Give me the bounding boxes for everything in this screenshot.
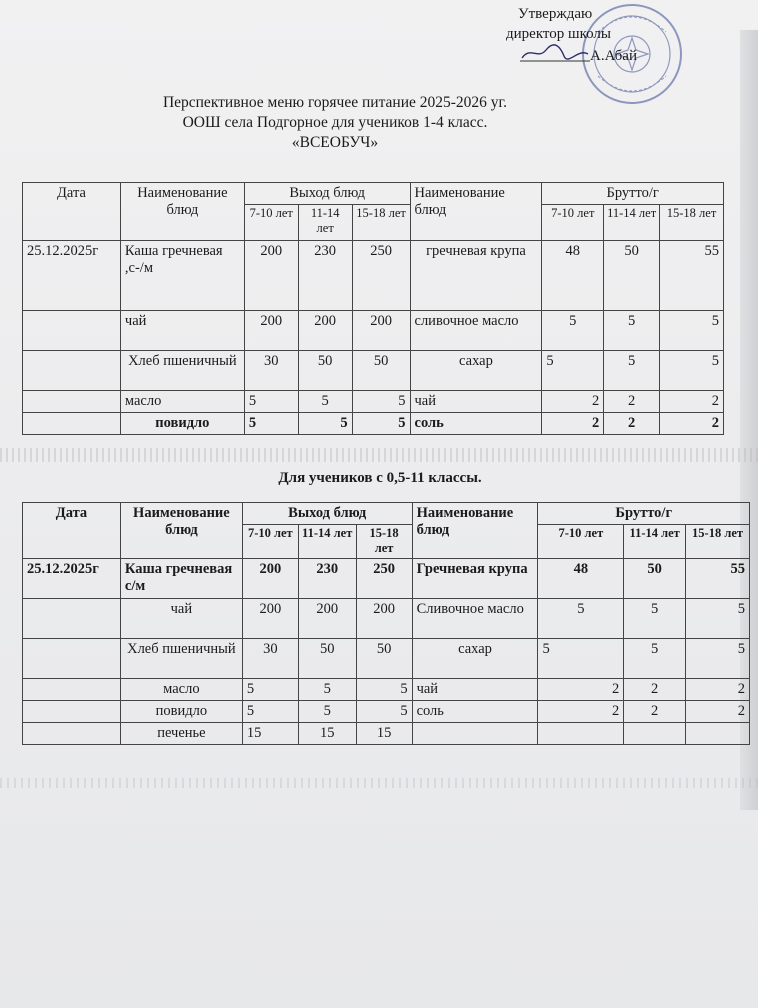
cell-gross-3: 5	[660, 351, 724, 391]
cell-dish: Каша гречневая с/м	[120, 559, 242, 599]
cell-output-1: 5	[242, 701, 298, 723]
approval-line-1: Утверждаю	[518, 6, 593, 22]
cell-gross-3: 5	[686, 599, 750, 639]
cell-product: Сливочное масло	[412, 599, 538, 639]
cell-output-2: 5	[298, 679, 356, 701]
cell-product: соль	[410, 413, 542, 435]
table-row	[23, 679, 750, 701]
cell-output-2: 230	[298, 241, 352, 311]
cell-output-3: 5	[352, 391, 410, 413]
cell-output-1: 5	[244, 391, 298, 413]
cell-product: сахар	[410, 351, 542, 391]
signature-icon	[520, 44, 590, 62]
cell-gross-2: 2	[624, 701, 686, 723]
cell-output-1: 15	[242, 723, 298, 745]
cell-dish: чай	[120, 311, 244, 351]
cell-output-3: 250	[356, 559, 412, 599]
table-row	[23, 559, 750, 599]
cell-dish: печенье	[120, 723, 242, 745]
cell-output-2: 200	[298, 599, 356, 639]
cell-date	[23, 413, 121, 435]
table-row	[23, 241, 724, 311]
cell-gross-3: 55	[660, 241, 724, 311]
menu-table-1	[22, 182, 724, 435]
header-age-7-10: 7-10 лет	[242, 525, 298, 559]
cell-gross-3: 5	[686, 639, 750, 679]
header-gross-age-15-18: 15-18 лет	[660, 205, 724, 241]
table-row	[23, 723, 750, 745]
cell-output-3: 15	[356, 723, 412, 745]
cell-product: сливочное масло	[410, 311, 542, 351]
table-row	[23, 599, 750, 639]
cell-dish: Каша гречневая ,с-/м	[120, 241, 244, 311]
header-age-11-14: 11-14 лет	[298, 205, 352, 241]
cell-gross-1: 2	[538, 679, 624, 701]
title-line-2: ООШ села Подгорное для учеников 1-4 класс.	[182, 114, 488, 131]
table-row	[23, 351, 724, 391]
cell-output-2: 5	[298, 391, 352, 413]
cell-gross-1: 2	[542, 391, 604, 413]
cell-gross-1	[538, 723, 624, 745]
director-name: А.Абай	[590, 48, 637, 64]
cell-output-3: 200	[356, 599, 412, 639]
header-age-7-10: 7-10 лет	[244, 205, 298, 241]
table-row	[23, 391, 724, 413]
cell-gross-1: 48	[542, 241, 604, 311]
cell-date	[23, 639, 121, 679]
header-dish-name: Наименование блюд	[120, 183, 244, 241]
header-age-15-18: 15-18 лет	[352, 205, 410, 241]
header-output: Выход блюд	[242, 503, 412, 525]
cell-date: 25.12.2025г	[23, 241, 121, 311]
section-subtitle: Для учеников с 0,5-11 классы.	[278, 470, 482, 486]
cell-gross-1: 5	[542, 311, 604, 351]
header-age-15-18: 15-18 лет	[356, 525, 412, 559]
header-gross-age-7-10: 7-10 лет	[538, 525, 624, 559]
cell-gross-3	[686, 723, 750, 745]
cell-output-3: 50	[352, 351, 410, 391]
cell-gross-2: 50	[604, 241, 660, 311]
cell-date	[23, 351, 121, 391]
cell-gross-2: 2	[624, 679, 686, 701]
cell-output-1: 5	[242, 679, 298, 701]
cell-dish: чай	[120, 599, 242, 639]
cell-gross-2: 2	[604, 391, 660, 413]
cell-date	[23, 679, 121, 701]
cell-gross-2	[624, 723, 686, 745]
cell-gross-3: 5	[660, 311, 724, 351]
table-row	[23, 311, 724, 351]
cell-dish: повидло	[120, 413, 244, 435]
header-date: Дата	[23, 183, 121, 241]
cell-output-2: 230	[298, 559, 356, 599]
cell-output-1: 200	[244, 241, 298, 311]
header-dish-name: Наименование блюд	[120, 503, 242, 559]
header-gross: Брутто/г	[538, 503, 750, 525]
cell-gross-1: 48	[538, 559, 624, 599]
cell-date	[23, 391, 121, 413]
cell-gross-3: 2	[660, 391, 724, 413]
cell-output-3: 5	[356, 701, 412, 723]
cell-output-3: 200	[352, 311, 410, 351]
cell-output-2: 50	[298, 639, 356, 679]
cell-output-2: 200	[298, 311, 352, 351]
scan-artifact-divider	[0, 448, 758, 462]
cell-date	[23, 701, 121, 723]
cell-product: чай	[410, 391, 542, 413]
scan-artifact-divider	[0, 778, 758, 788]
cell-gross-3: 2	[686, 701, 750, 723]
cell-output-1: 5	[244, 413, 298, 435]
cell-output-3: 50	[356, 639, 412, 679]
header-product-name: Наименование блюд	[410, 183, 542, 241]
cell-gross-1: 2	[542, 413, 604, 435]
cell-product	[412, 723, 538, 745]
header-output: Выход блюд	[244, 183, 410, 205]
cell-dish: Хлеб пшеничный	[120, 639, 242, 679]
cell-dish: масло	[120, 391, 244, 413]
cell-product: сахар	[412, 639, 538, 679]
header-gross-age-11-14: 11-14 лет	[604, 205, 660, 241]
cell-gross-2: 5	[624, 599, 686, 639]
approval-line-2: директор школы	[506, 26, 611, 42]
cell-gross-1: 5	[538, 599, 624, 639]
cell-date	[23, 311, 121, 351]
cell-gross-3: 2	[660, 413, 724, 435]
header-gross: Брутто/г	[542, 183, 724, 205]
table-row	[23, 701, 750, 723]
header-gross-age-15-18: 15-18 лет	[686, 525, 750, 559]
cell-date	[23, 599, 121, 639]
table-row	[23, 639, 750, 679]
menu-table-2	[22, 502, 750, 745]
cell-date	[23, 723, 121, 745]
table-row	[23, 413, 724, 435]
cell-gross-1: 2	[538, 701, 624, 723]
cell-product: Гречневая крупа	[412, 559, 538, 599]
cell-output-1: 200	[244, 311, 298, 351]
cell-dish: масло	[120, 679, 242, 701]
cell-output-3: 250	[352, 241, 410, 311]
cell-gross-1: 5	[542, 351, 604, 391]
document-title	[100, 93, 570, 153]
cell-gross-3: 55	[686, 559, 750, 599]
cell-output-2: 50	[298, 351, 352, 391]
cell-output-1: 200	[242, 599, 298, 639]
cell-gross-1: 5	[538, 639, 624, 679]
cell-date: 25.12.2025г	[23, 559, 121, 599]
cell-dish: Хлеб пшеничный	[120, 351, 244, 391]
cell-product: гречневая крупа	[410, 241, 542, 311]
title-line-1: Перспективное меню горячее питание 2025-2026 уг.	[162, 94, 508, 111]
cell-output-2: 5	[298, 413, 352, 435]
cell-gross-2: 5	[624, 639, 686, 679]
cell-gross-2: 2	[604, 413, 660, 435]
title-line-3: «ВСЕОБУЧ»	[291, 134, 379, 151]
header-gross-age-11-14: 11-14 лет	[624, 525, 686, 559]
cell-product: чай	[412, 679, 538, 701]
cell-output-3: 5	[352, 413, 410, 435]
cell-output-2: 15	[298, 723, 356, 745]
approval-line-3	[500, 44, 700, 66]
cell-output-3: 5	[356, 679, 412, 701]
cell-gross-3: 2	[686, 679, 750, 701]
cell-gross-2: 5	[604, 351, 660, 391]
cell-output-2: 5	[298, 701, 356, 723]
header-age-11-14: 11-14 лет	[298, 525, 356, 559]
cell-output-1: 30	[244, 351, 298, 391]
header-product-name: Наименование блюд	[412, 503, 538, 559]
cell-product: соль	[412, 701, 538, 723]
cell-output-1: 200	[242, 559, 298, 599]
cell-gross-2: 50	[624, 559, 686, 599]
cell-gross-2: 5	[604, 311, 660, 351]
approval-block	[500, 4, 700, 66]
header-date: Дата	[23, 503, 121, 559]
cell-dish: повидло	[120, 701, 242, 723]
cell-output-1: 30	[242, 639, 298, 679]
header-gross-age-7-10: 7-10 лет	[542, 205, 604, 241]
